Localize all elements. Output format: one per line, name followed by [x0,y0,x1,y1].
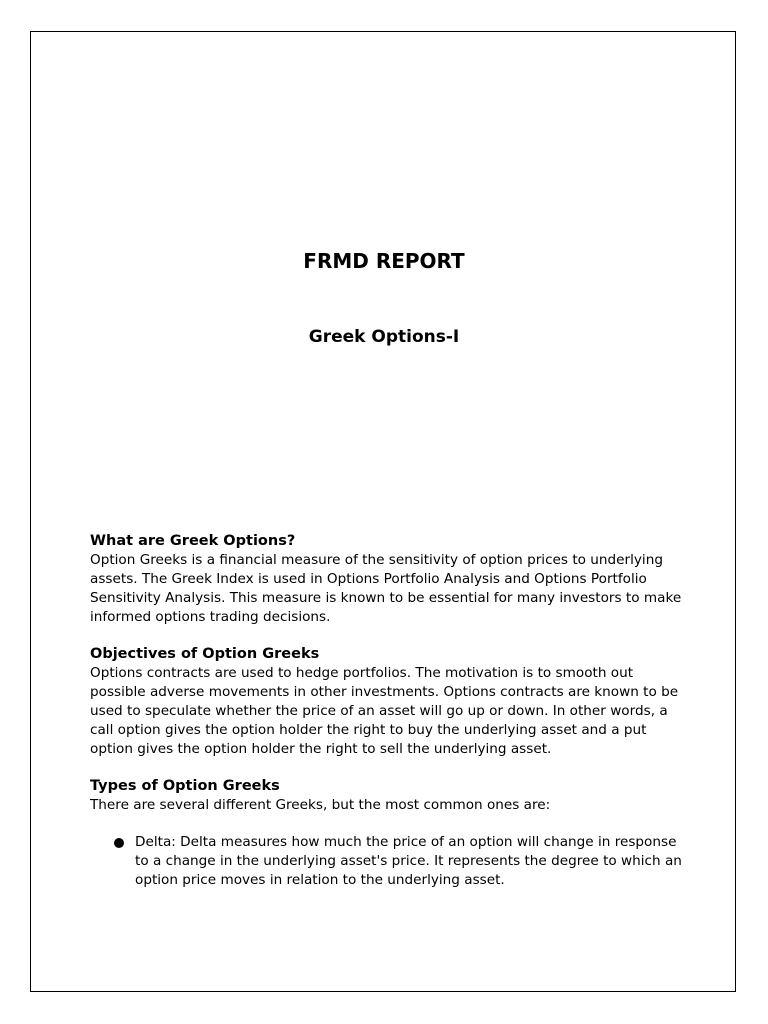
section-types [90,777,690,890]
greeks-list [90,833,690,890]
document-body [90,532,690,908]
document-title: FRMD REPORT [303,249,465,273]
list-item [90,833,690,890]
section-paragraph: Option Greeks is a financial measure of the sensitivity of option prices to underlying assets. The Greek Index is used in Options Portfolio Analysis and Options Portfolio Sensitivity Analysis. This measure is known to be essential for many investors to make informed options trading decisions. [90,552,682,625]
document-subtitle: Greek Options-I [308,327,460,347]
section-heading: Objectives of Option Greeks [90,646,320,662]
list-item-text: Delta: Delta measures how much the price of an option will change in response to a change in the underlying asset's price. It represents the degree to which an option price moves in relation to the underlying asset. [135,834,682,888]
section-paragraph: Options contracts are used to hedge portfolios. The motivation is to smooth out possible adverse movements in other investments. Options contracts are known to be used to speculate whether the price of an asset will go up or down. In other words, a call option gives the option holder the right to buy the underlying asset and a put option gives the option holder the right to sell the underlying asset. [90,665,679,757]
section-objectives [90,645,690,759]
section-what-are-greek-options [90,532,690,627]
section-heading: What are Greek Options? [90,533,296,549]
section-paragraph: There are several different Greeks, but the most common ones are: [90,797,551,813]
bullet-icon [114,838,124,848]
section-heading: Types of Option Greeks [90,778,280,794]
